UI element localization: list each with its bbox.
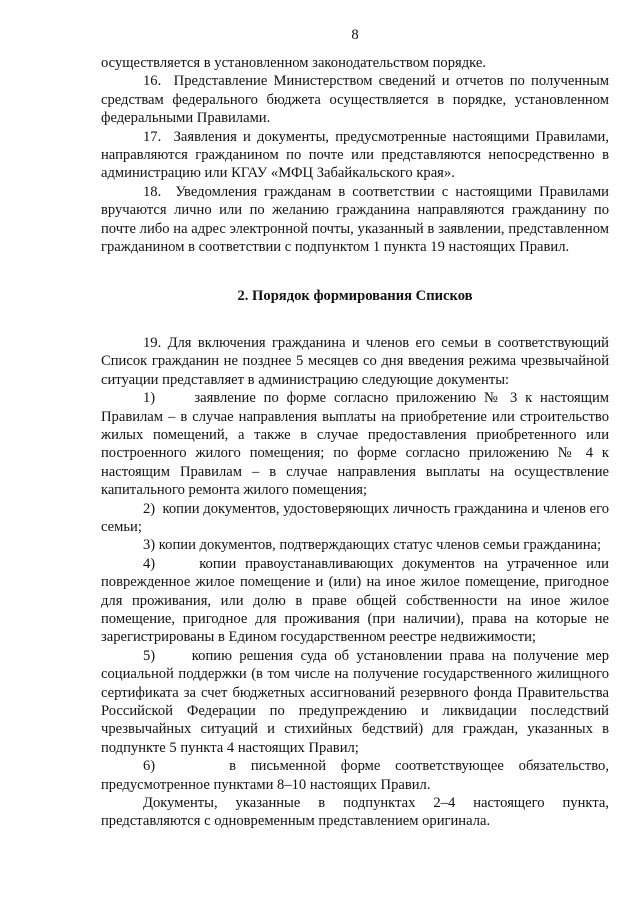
paragraph-documents-note: Документы, указанные в подпунктах 2–4 настоящего пункта, представляются с одновременным представлением оригинала.	[101, 795, 609, 830]
subparagraph-2: 2) копии документов, удостоверяющих личность гражданина и членов его семьи;	[101, 500, 609, 535]
paragraph-19: 19. Для включения гражданина и членов его семьи в соответствующий Список гражданин не позднее 5 месяцев со дня введения режима чрезвычайной ситуации представляет в администрацию следующие документы:	[101, 334, 609, 388]
section-heading: 2. Порядок формирования Списков	[237, 288, 473, 305]
subparagraph-5: 5) копию решения суда об установлении права на получение мер социальной поддержки (в том числе на получение государственного жилищного сертификата за счет бюджетных ассигнований резервного фонда Правительства Российской Федерации по предупреждению и ликвидации последствий чрезвычайных ситуаций и стихийных бедствий) для граждан, указанных в подпункте 5 пункта 4 настоящих Правил;	[101, 647, 609, 756]
paragraph-17: 17. Заявления и документы, предусмотренные настоящими Правилами, направляются гражданином по почте или представляются непосредственно в администрацию или КГАУ «МФЦ Забайкальского края».	[101, 128, 609, 182]
subparagraph-6: 6) в письменной форме соответствующее обязательство, предусмотренное пунктами 8–10 настоящих Правил.	[101, 758, 609, 793]
paragraph-18: 18. Уведомления гражданам в соответствии с настоящими Правилами вручаются лично или по желанию гражданина направляются гражданину по почте либо на адрес электронной почты, указанный в заявлении, представленном гражданином в соответствии с подпунктом 1 пункта 19 настоящих Правил.	[101, 183, 609, 256]
subparagraph-1: 1) заявление по форме согласно приложению № 3 к настоящим Правилам – в случае направления выплаты на приобретение или строительство жилых помещений, а также в случае предоставления приобретенного или построенного жилого помещения; по форме согласно приложению № 4 к настоящим Правилам – в случае направления выплаты на осуществление капитального ремонта жилого помещения;	[101, 390, 609, 499]
page-number: 8	[351, 27, 359, 43]
document-page	[101, 26, 609, 831]
paragraph-continuation: осуществляется в установленном законодательством порядке.	[101, 55, 487, 71]
paragraph-16: 16. Представление Министерством сведений и отчетов по полученным средствам федерального бюджета осуществляется в порядке, установленном федеральными Правилами.	[101, 73, 609, 127]
subparagraph-4: 4) копии правоустанавливающих документов на утраченное или поврежденное жилое помещение и (или) на иное жилое помещение, пригодное для проживания, или долю в праве общей собственности на иное жилое помещение, пригодное для проживания (при наличии), права на которые не зарегистрированы в Едином государственном реестре недвижимости;	[101, 555, 609, 646]
subparagraph-3: 3) копии документов, подтверждающих статус членов семьи гражданина;	[143, 537, 602, 554]
